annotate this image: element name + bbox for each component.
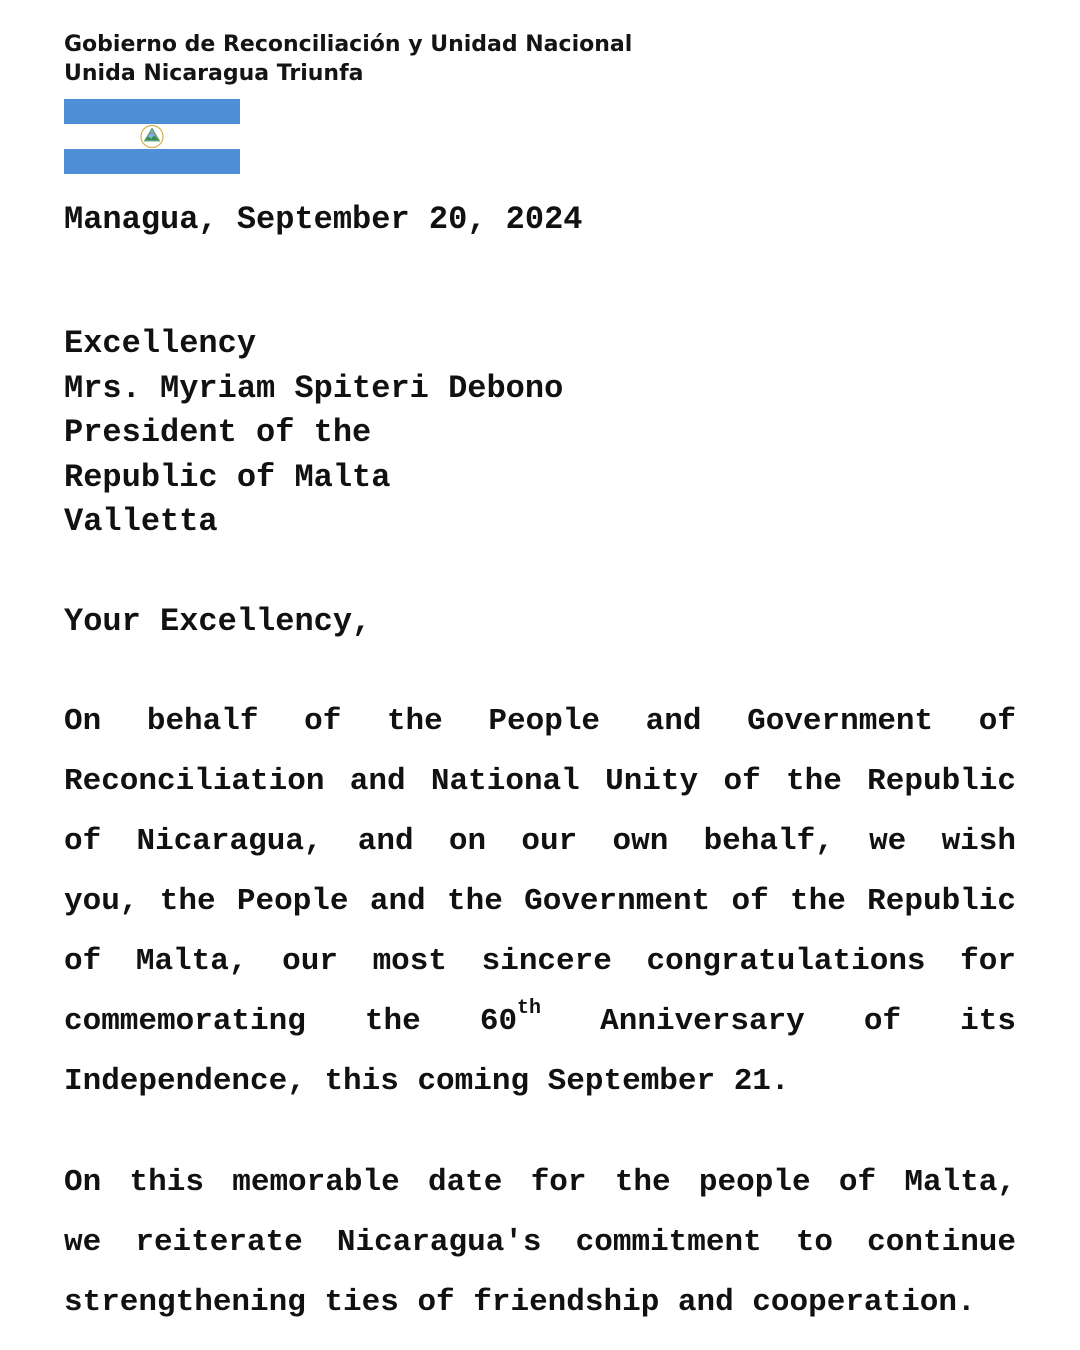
- recipient-name: Mrs. Myriam Spiteri Debono: [64, 369, 564, 407]
- recipient-city: Valletta: [64, 503, 218, 540]
- paragraph-line: of Malta, our most sincere congratulations for: [64, 944, 1016, 979]
- recipient-title: Excellency: [64, 325, 257, 362]
- congratulations-paragraph: [64, 692, 1016, 1112]
- paragraph-line: we reiterate Nicaragua's commitment to continue: [64, 1225, 1016, 1260]
- ordinal-suffix: th: [517, 997, 542, 1020]
- letterhead-government-name: Gobierno de Reconciliación y Unidad Nacional: [64, 32, 633, 57]
- recipient-address: [64, 322, 563, 545]
- paragraph-line: Independence, this coming September 21.: [64, 1064, 790, 1099]
- anniversary-text-before: commemorating the 60: [64, 1004, 518, 1039]
- letter-date: Managua, September 20, 2024: [64, 201, 583, 238]
- paragraph-line-anniversary: [64, 992, 1016, 1052]
- paragraph-line: strengthening ties of friendship and cooperation.: [64, 1285, 976, 1320]
- recipient-country: Republic of Malta: [64, 458, 391, 496]
- recipient-position: President of the: [64, 414, 372, 451]
- paragraph-line: you, the People and the Government of the Republic: [64, 884, 1016, 919]
- anniversary-text-after: Anniversary of its: [541, 1004, 1016, 1039]
- paragraph-line: On this memorable date for the people of Malta,: [64, 1165, 1016, 1200]
- letterhead-slogan: Unida Nicaragua Triunfa: [64, 61, 364, 86]
- nicaragua-flag-icon: [64, 99, 240, 174]
- flag-top-stripe: [64, 99, 240, 124]
- paragraph-line: On behalf of the People and Government of: [64, 704, 1016, 739]
- salutation: Your Excellency,: [64, 603, 372, 640]
- flag-bottom-stripe: [64, 149, 240, 174]
- paragraph-line: of Nicaragua, and on our own behalf, we wish: [64, 824, 1016, 859]
- commitment-paragraph: [64, 1153, 1016, 1333]
- paragraph-line: Reconciliation and National Unity of the Republic: [64, 764, 1016, 799]
- letterhead: [64, 30, 632, 88]
